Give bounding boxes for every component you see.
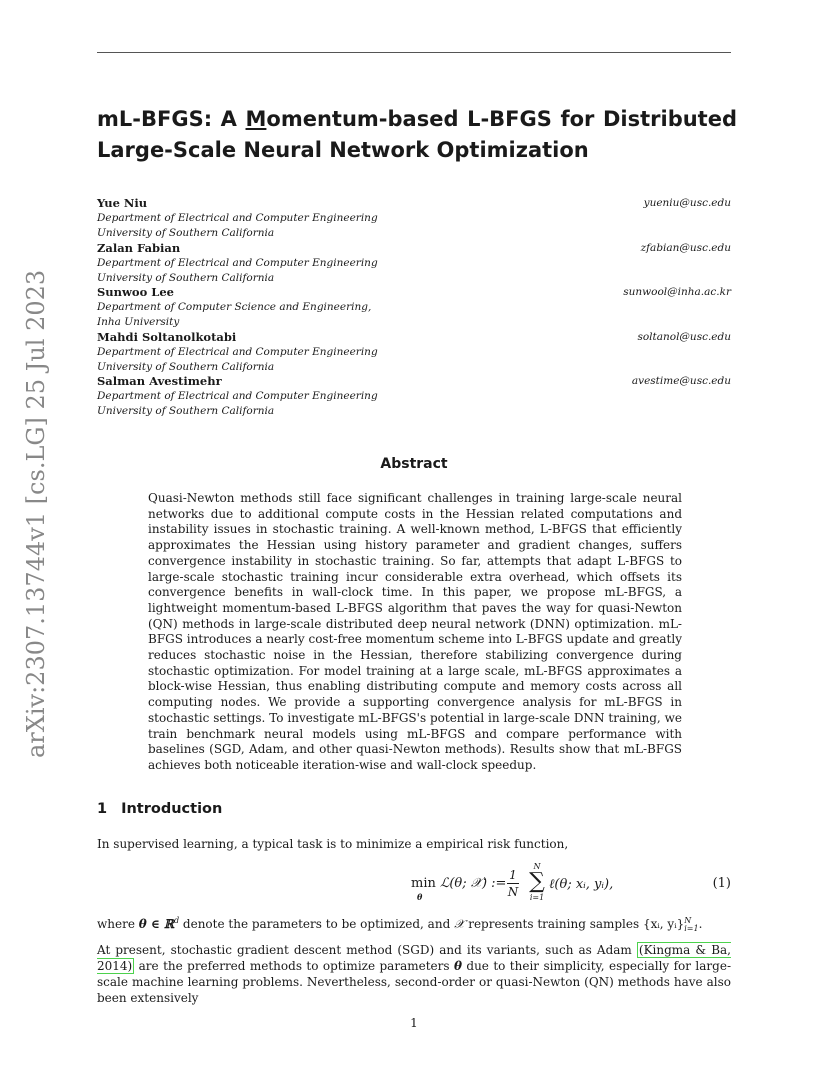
author-univ: University of Southern California xyxy=(97,405,275,417)
author-block xyxy=(97,241,731,286)
author-block xyxy=(97,285,731,330)
author-email: sunwool@inha.ac.kr xyxy=(623,286,731,298)
author-univ: University of Southern California xyxy=(97,360,275,373)
sum-upper: N xyxy=(533,862,541,871)
eq-lhs: ℒ(θ; 𝒳) := xyxy=(440,876,507,891)
sum-lower: i=1 xyxy=(529,893,545,902)
p2-text-c: represents training samples {xᵢ, yᵢ} xyxy=(464,917,685,931)
author-name: Mahdi Soltanolkotabi xyxy=(97,329,237,344)
sum-sigma-icon: ∑ xyxy=(529,869,545,894)
intro-paragraph-3 xyxy=(97,942,731,1006)
equation-1 xyxy=(97,864,731,908)
author-dept: Department of Electrical and Computer Engineering xyxy=(97,345,378,358)
author-email: avestime@usc.edu xyxy=(631,375,731,387)
intro-paragraph-1: In supervised learning, a typical task is to minimize a empirical risk function, xyxy=(97,837,569,851)
eq-min-subscript: θ xyxy=(417,892,423,902)
author-list xyxy=(97,196,731,419)
abstract-text: Quasi-Newton methods still face significant challenges in training large-scale neural networks due to additional compute costs in the Hessian related computations and instability issues in stochastic training. A well-known method, L-BFGS that efficiently approximates the Hessian using history parameter and gradient changes, suffers convergence instability in stochastic training. So far, attempts that adapt L-BFGS to large-scale stochastic training incur considerable extra overhead, which offsets its convergence benefits in wall-clock time. In this paper, we propose mL-BFGS, a lightweight momentum-based L-BFGS algorithm that paves the way for quasi-Newton (QN) methods in large-scale distributed deep neural network (DNN) optimization. mL-BFGS introduces a nearly cost-free momentum scheme into L-BFGS update and greatly reduces stochastic noise in the Hessian, therefore stabilizing convergence during stochastic optimization. For model training at a large scale, mL-BFGS approximates a block-wise Hessian, thus enabling distributing compute and memory costs across all computing nodes. We provide a supporting convergence analysis for mL-BFGS in stochastic settings. To investigate mL-BFGS's potential in large-scale DNN training, we train benchmark neural models using mL-BFGS and compare performance with baselines (SGD, Adam, and other quasi-Newton methods). Results show that mL-BFGS achieves both noticeable iteration-wise and wall-clock speedup. xyxy=(148,491,682,772)
arxiv-stamp: arXiv:2307.13744v1 [cs.LG] 25 Jul 2023 xyxy=(22,269,50,758)
author-dept: Department of Electrical and Computer Engineering xyxy=(97,212,378,224)
title-line-1: mL-BFGS: A Momentum-based L-BFGS for Distributed xyxy=(97,107,737,131)
p2-dim: d xyxy=(173,916,180,925)
equation-number: (1) xyxy=(712,876,731,891)
author-email: zfabian@usc.edu xyxy=(640,241,731,254)
p2-x: 𝒳 xyxy=(454,917,465,931)
intro-paragraph-2 xyxy=(97,913,731,937)
eq-summation xyxy=(527,862,547,902)
p2-text-b: denote the parameters to be optimized, and xyxy=(179,917,455,931)
p2-theta: θ ∈ ℝ xyxy=(138,917,174,931)
citation-link[interactable]: (Kingma & Ba, 2014) xyxy=(97,943,731,973)
eq-fraction xyxy=(507,868,519,899)
author-email: yueniu@usc.edu xyxy=(643,197,731,209)
author-email: soltanol@usc.edu xyxy=(637,330,731,343)
eq-frac-den: N xyxy=(507,885,519,899)
title-underlined-letter: M xyxy=(245,107,267,131)
author-dept: Department of Computer Science and Engineering, xyxy=(97,301,372,313)
author-block xyxy=(97,374,731,419)
p3-text-a: At present, stochastic gradient descent method (SGD) and its variants, such as Adam xyxy=(97,943,637,957)
p2-text-a: where xyxy=(97,917,139,931)
p2-sub: i=1 xyxy=(684,924,699,934)
section-title: Introduction xyxy=(121,801,223,817)
author-univ: University of Southern California xyxy=(97,227,275,239)
equation-body xyxy=(409,864,649,908)
p2-sup: N xyxy=(684,916,692,925)
author-name: Yue Niu xyxy=(97,196,148,210)
author-block xyxy=(97,330,731,375)
author-name: Salman Avestimehr xyxy=(97,374,222,388)
p3-theta: θ xyxy=(453,959,462,973)
author-dept: Department of Electrical and Computer Engineering xyxy=(97,390,378,402)
author-name: Zalan Fabian xyxy=(97,240,181,255)
author-univ: Inha University xyxy=(97,316,180,328)
title-line-2: Large-Scale Neural Network Optimization xyxy=(97,138,589,162)
page-number: 1 xyxy=(410,1016,418,1030)
eq-min: min xyxy=(411,876,436,891)
fraction-bar xyxy=(507,883,519,884)
paper-title xyxy=(97,104,737,166)
top-rule xyxy=(97,52,731,53)
author-block xyxy=(97,196,731,241)
author-univ: University of Southern California xyxy=(97,271,275,284)
author-dept: Department of Electrical and Computer Engineering xyxy=(97,256,378,269)
eq-frac-num: 1 xyxy=(509,868,517,882)
p2-end: . xyxy=(698,917,703,931)
eq-rhs: ℓ(θ; xᵢ, yᵢ), xyxy=(549,877,614,892)
section-number: 1 xyxy=(97,801,108,817)
p3-text-c: due to their simplicity, especially for large-scale machine learning problems. Nevertheless, second-order or quasi-Newton (QN) methods have also been extensively xyxy=(97,959,731,1005)
author-name: Sunwoo Lee xyxy=(97,285,174,299)
p3-text-b: are the preferred methods to optimize parameters xyxy=(134,959,454,973)
abstract-heading: Abstract xyxy=(380,456,448,472)
section-heading xyxy=(97,801,222,817)
